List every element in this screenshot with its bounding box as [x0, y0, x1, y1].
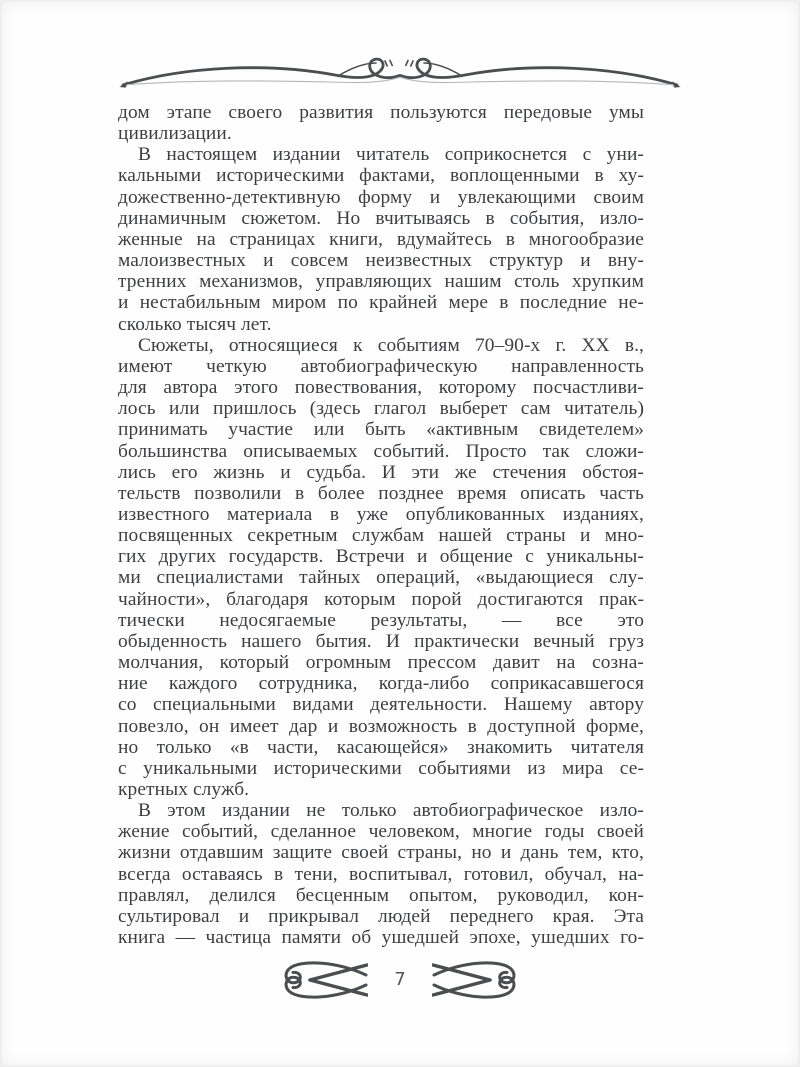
fleuron-scroll-left-icon	[280, 958, 368, 1002]
text-line: ми специалистами тайных операций, «выдающиеся слу-	[118, 567, 644, 589]
text-line: жение событий, сделанное человеком, многие годы своей	[118, 821, 644, 843]
text-line: ние каждого сотрудника, когда-либо соприкасавшегося	[118, 673, 644, 695]
page-footer	[0, 958, 800, 1002]
text-line: большинства описываемых событий. Просто так сложи-	[118, 440, 644, 462]
page-number: 7	[394, 969, 406, 990]
text-line: тренних механизмов, управляющих нашим столь хрупким	[118, 271, 644, 293]
text-line: со специальными видами деятельности. Нашему автору	[118, 694, 644, 716]
text-line: дожественно-детективную форму и увлекающими своим	[118, 186, 644, 208]
text-line: кретных служб.	[118, 779, 250, 800]
text-line: динамичным сюжетом. Но вчитываясь в события, изло-	[118, 207, 644, 229]
text-line: гих других государств. Встречи и общение с уникальны-	[118, 546, 644, 568]
text-line: лись его жизнь и судьба. И эти же стечения обстоя-	[118, 461, 644, 483]
text-block	[118, 102, 644, 948]
text-line: цивилизации.	[118, 123, 232, 145]
divider-center-ticks	[385, 60, 413, 66]
text-line: повезло, он имеет дар и возможность в доступной форме,	[118, 715, 644, 737]
text-line: для автора этого повествования, которому посчастливи-	[118, 377, 644, 399]
text-line: малоизвестных и совсем неизвестных структур и вну-	[118, 250, 644, 272]
text-line: но только «в части, касающейся» знакомить читателя	[118, 736, 644, 758]
text-line: В этом издании не только автобиографическое изло-	[138, 800, 644, 822]
text-line: всегда оставаясь в тени, воспитывал, готовил, обучал, на-	[118, 863, 644, 885]
text-line: с уникальными историческими событиями из мира се-	[118, 757, 644, 779]
text-line: Сюжеты, относящиеся к событиям 70–90-х г. XX в.,	[138, 334, 644, 356]
text-line: обыденность нашего бытия. И практически вечный груз	[118, 630, 644, 652]
fleuron-scroll-right-icon	[432, 958, 520, 1002]
paragraph	[118, 144, 644, 334]
text-line: чайности», благодаря которым порой достигаются прак-	[118, 588, 644, 610]
text-line: кальными историческими фактами, воплощенными в ху-	[118, 165, 644, 187]
text-line: молчания, который огромным прессом давит на созна-	[118, 652, 644, 674]
text-line: известного материала в уже опубликованных изданиях,	[118, 503, 644, 525]
text-line: сультировал и прикрывал людей переднего края. Эта	[118, 905, 644, 927]
paragraph	[118, 800, 644, 948]
text-line: правлял, делился бесценным опытом, руководил, кон-	[118, 884, 644, 906]
text-line: тельств позволили в более позднее время описать часть	[118, 482, 644, 504]
text-line: жизни отдавшим защите своей страны, но и дань тем, кто,	[118, 842, 644, 864]
text-line: лось или пришлось (здесь глагол выберет сам читатель)	[118, 398, 644, 420]
text-line: В настоящем издании читатель соприкоснется с уни-	[138, 144, 644, 166]
text-line: и нестабильным миром по крайней мере в последние не-	[118, 292, 644, 314]
flourish-divider-icon	[113, 54, 687, 98]
text-line: тически недосягаемые результаты, — все это	[118, 609, 644, 631]
text-line: принимать участие или быть «активным свидетелем»	[118, 419, 644, 441]
text-line: книга — частица памяти об ушедшей эпохе, ушедших го-	[118, 927, 644, 949]
text-line: сколько тысяч лет.	[118, 313, 272, 335]
paragraph	[118, 335, 644, 800]
paragraph	[118, 102, 644, 144]
text-line: имеют четкую автобиографическую направленность	[118, 355, 644, 377]
text-line: посвященных секретным службам нашей страны и мно-	[118, 525, 644, 547]
text-line: дом этапе своего развития пользуются передовые умы	[118, 102, 644, 123]
text-line: женные на страницах книги, вдумайтесь в многообразие	[118, 228, 644, 250]
